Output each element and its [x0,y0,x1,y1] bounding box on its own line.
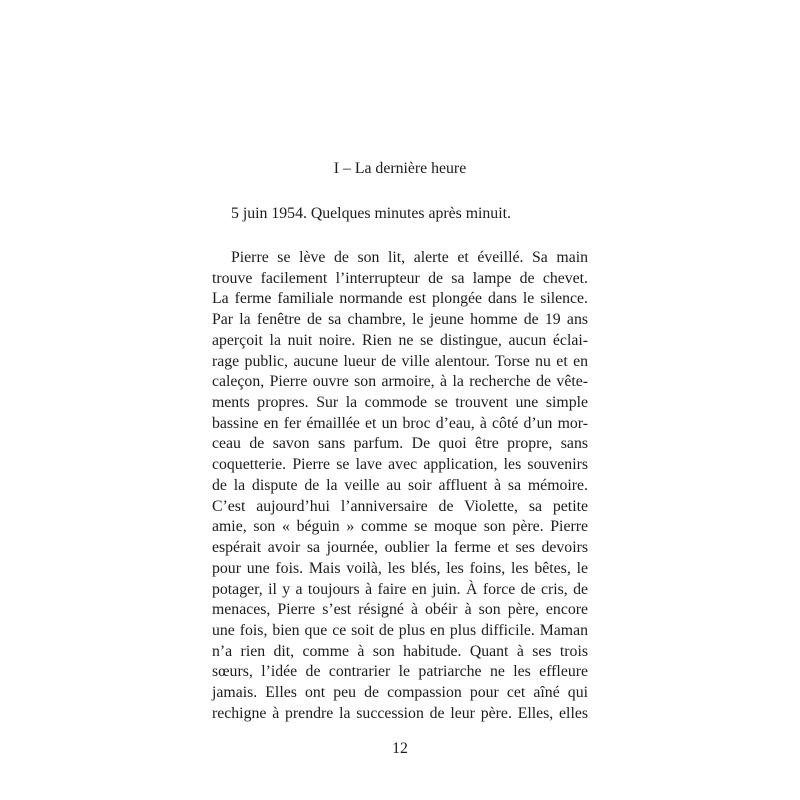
text-line: amie, son « béguin » comme se moque son père. Pierre [212,518,588,536]
text-line: jamais. Elles ont peu de compassion pour cet aîné qui [212,684,588,702]
text-line: ceau de savon sans parfum. De quoi être propre, sans [212,435,588,453]
text-line: caleçon, Pierre ouvre son armoire, à la recherche de vête- [212,373,588,391]
text-line: potager, il y a toujours à faire en juin. À force de cris, de [212,580,588,598]
text-line: Par la fenêtre de sa chambre, le jeune homme de 19 ans [212,311,588,329]
text-line: bassine en fer émaillée et un broc d’eau, à côté d’un mor- [212,414,588,432]
text-line: coquetterie. Pierre se lave avec application, les souvenirs [212,456,588,474]
body-paragraph [212,248,588,725]
text-line: de la dispute de la veille au soir affluent à sa mémoire. [212,476,588,494]
text-line: menaces, Pierre s’est résigné à obéir à son père, encore [212,601,588,619]
text-line: Pierre se lève de son lit, alerte et éveillé. Sa main [231,249,588,266]
text-line: aperçoit la nuit noire. Rien ne se distingue, aucun éclai- [212,331,588,349]
chapter-title: I – La dernière heure [333,160,467,177]
text-line: La ferme familiale normande est plongée dans le silence. [212,290,588,308]
text-line: une fois, bien que ce soit de plus en plus difficile. Maman [212,621,588,639]
text-line: rechigne à prendre la succession de leur père. Elles, elles [212,704,588,722]
text-line: rage public, aucune lueur de ville alentour. Torse nu et en [212,352,588,370]
text-line: espérait avoir sa journée, oublier la ferme et ses devoirs [212,539,588,557]
dateline: 5 juin 1954. Quelques minutes après minuit. [231,205,511,222]
text-line: pour une fois. Mais voilà, les blés, les foins, les bêtes, le [212,559,588,577]
text-line: trouve facilement l’interrupteur de sa lampe de chevet. [212,269,588,287]
text-line: n’a rien dit, comme à son habitude. Quant à ses trois [212,642,588,660]
text-line: sœurs, l’idée de contrarier le patriarche ne les effleure [212,663,588,681]
text-line: ments propres. Sur la commode se trouvent une simple [212,394,588,412]
text-line: C’est aujourd’hui l’anniversaire de Violette, sa petite [212,497,588,515]
page-number: 12 [392,740,408,757]
